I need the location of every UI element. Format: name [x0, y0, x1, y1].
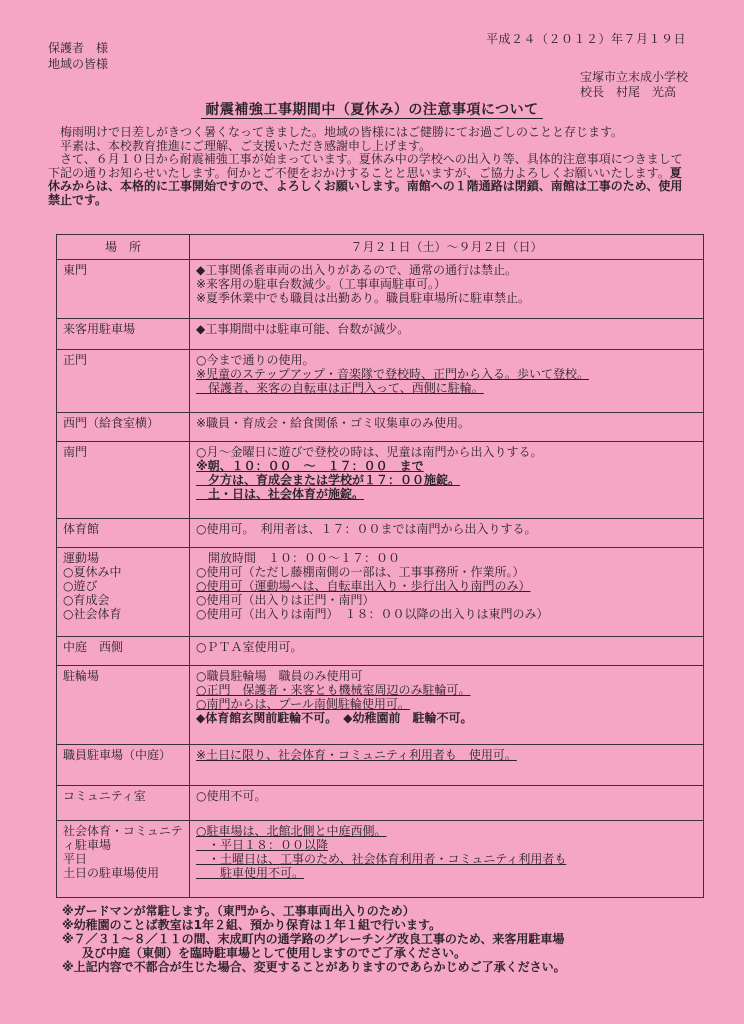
table-row: [57, 821, 704, 898]
row-detail-line: ○ＰＴＡ室使用可。: [196, 640, 303, 654]
row-details: [190, 786, 704, 821]
row-detail-line: ※夏季休業中でも職員は出勤あり。職員駐車場所に駐車禁止。: [196, 291, 531, 305]
row-detail-line: ・平日１８：００以降: [196, 838, 329, 852]
row-details: [190, 442, 704, 519]
row-place: 駐輪場: [57, 666, 190, 745]
row-place: 正門: [57, 350, 190, 413]
row-detail-line: ※職員・育成会・給食関係・ゴミ収集車のみ使用。: [196, 416, 471, 430]
row-place: 体育館: [57, 519, 190, 548]
header-place: 場 所: [57, 235, 190, 260]
note-3a: ※７／３１～８／１１の間、末成町内の通学路のグレーチング改良工事のため、来客用駐車場: [62, 932, 565, 946]
row-detail-line: ○今まで通りの使用。: [196, 353, 315, 367]
note-4: ※上記内容で不都合が生じた場合、変更することがありますのであらかじめご了承ください。: [62, 960, 566, 974]
row-details: [190, 413, 704, 442]
intro-paragraph-3a: さて、６月１０日から耐震補強工事が始まっています。夏休み中の学校への出入り等、具体的注意事項につきまして下記の通りお知らせいたします。何かとご不便をおかけすることと思いますが、ご協力よろしくお願いいたします。: [48, 152, 683, 180]
table-body: [57, 260, 704, 898]
footnotes: [62, 904, 704, 974]
principal-name: 校長 村尾 光高: [579, 85, 676, 99]
intro-paragraph-3: [48, 153, 688, 207]
row-detail-line: 駐車使用不可。: [196, 866, 305, 880]
row-place: 社会体育・コミュニティ駐車場 平日 土日の駐車場使用: [57, 821, 190, 898]
row-place: 南門: [57, 442, 190, 519]
row-details: [190, 519, 704, 548]
table-row: [57, 637, 704, 666]
intro-paragraph-2: 平素は、本校教育推進にご理解、ご支援いただき感謝申し上げます。: [60, 138, 432, 153]
row-detail-line: ○駐車場は、北館北側と中庭西側。: [196, 824, 387, 838]
table-row: [57, 319, 704, 350]
addressee-block: [48, 40, 108, 72]
row-place: 東門: [57, 260, 190, 319]
rules-table: [56, 234, 704, 898]
row-details: [190, 319, 704, 350]
row-detail-line: ・土曜日は、工事のため、社会体育利用者・コミュニティ利用者も: [196, 852, 567, 866]
row-detail-line: ○使用可（運動場へは、自転車出入り・歩行出入り南門のみ）: [196, 579, 531, 593]
table-row: [57, 548, 704, 637]
table-row: [57, 666, 704, 745]
intro-paragraph-3b: 夏休みからは、本格的に工事開始ですので、よろしくお願いします。南館への１階通路は閉鎖、南館は工事のため、使用禁止です。: [48, 165, 683, 207]
document-title: [0, 99, 744, 119]
row-detail-line: ○使用可（出入りは南門） １８：００以降の出入りは東門のみ）: [196, 607, 549, 621]
row-detail-line: ○正門 保護者・来客とも機械室周辺のみ駐輪可。: [196, 683, 471, 697]
row-detail-line: 夕方は、育成会または学校が１７：００施錠。: [196, 473, 461, 487]
title-text: 耐震補強工事期間中（夏休み）の注意事項について: [201, 102, 542, 119]
row-detail-line: 保護者、来客の自転車は正門入って、西側に駐輪。: [196, 381, 484, 395]
table-row: [57, 260, 704, 319]
table-row: [57, 786, 704, 821]
row-place: 西門（給食室横）: [57, 413, 190, 442]
row-details: [190, 666, 704, 745]
row-detail-line: ○南門からは、プール南側駐輪使用可。: [196, 697, 410, 711]
row-details: [190, 637, 704, 666]
row-details: [190, 350, 704, 413]
note-3b: 及び中庭（東側）を臨時駐車場として使用しますのでご了承ください。: [82, 946, 467, 960]
intro-paragraph-1: 梅雨明けで日差しがきつく暑くなってきました。地域の皆様にはご健勝にてお過ごしのことと存じます。: [60, 125, 624, 139]
row-detail-line: 土・日は、社会体育が施錠。: [196, 487, 365, 501]
row-place: 運動場 ○夏休み中 ○遊び ○育成会 ○社会体育: [57, 548, 190, 637]
row-detail-line: ※児童のステップアップ・音楽隊で登校時、正門から入る。歩いて登校。: [196, 367, 589, 381]
addressee-guardians: 保護者 様: [48, 41, 109, 55]
row-detail-line: ◆工事関係者車両の出入りがあるので、通常の通行は禁止。: [196, 263, 517, 277]
sender-block: [580, 70, 688, 100]
table-row: [57, 519, 704, 548]
table-row: [57, 413, 704, 442]
table-header-row: [57, 235, 704, 260]
row-place: 職員駐車場（中庭）: [57, 745, 190, 786]
row-place: 中庭 西側: [57, 637, 190, 666]
row-detail-line: ○職員駐輪場 職員のみ使用可: [196, 669, 363, 683]
note-1: ※ガードマンが常駐します。（東門から、工事車両出入りのため）: [62, 904, 415, 918]
row-place: 来客用駐車場: [57, 319, 190, 350]
row-detail-line: ◆工事期間中は駐車可能、台数が減少。: [196, 322, 410, 336]
table-row: [57, 442, 704, 519]
row-detail-line: ※来客用の駐車台数減少。（工事車両駐車可。）: [196, 277, 447, 291]
row-place: コミュニティ室: [57, 786, 190, 821]
header-period: ７月２１日（土）～９月２日（日）: [190, 235, 704, 260]
row-detail-line: ○使用可（ただし藤棚南側の一部は、工事事務所・作業所。）: [196, 565, 525, 579]
row-detail-line: 開放時間 １０：００～１７：００: [196, 551, 401, 565]
row-detail-line: ◆体育館玄関前駐輪不可。 ◆幼稚園前 駐輪不可。: [196, 711, 473, 725]
addressee-community: 地域の皆様: [48, 57, 109, 71]
table-row: [57, 350, 704, 413]
intro-text: [48, 126, 688, 207]
row-details: [190, 821, 704, 898]
school-name: 宝塚市立末成小学校: [579, 70, 688, 84]
row-detail-line: ○月～金曜日に遊びで登校の時は、児童は南門から出入りする。: [196, 445, 543, 459]
note-2: ※幼稚園のことば教室は1年２組、預かり保育は１年１組で行います。: [62, 918, 442, 932]
document-date: 平成２４（２０１２）年７月１９日: [485, 32, 686, 46]
row-detail-line: ※土日に限り、社会体育・コミュニティ利用者も 使用可。: [196, 748, 517, 762]
row-details: [190, 745, 704, 786]
row-detail-line: ○使用可。 利用者は、１７：００までは南門から出入りする。: [196, 522, 537, 536]
row-details: [190, 548, 704, 637]
row-detail-line: ○使用可（出入りは正門・南門）: [196, 593, 375, 607]
row-detail-line: ○使用不可。: [196, 789, 267, 803]
row-detail-line: ※朝、１０：００ ～ １７：００ まで: [196, 459, 424, 473]
row-details: [190, 260, 704, 319]
table-row: [57, 745, 704, 786]
